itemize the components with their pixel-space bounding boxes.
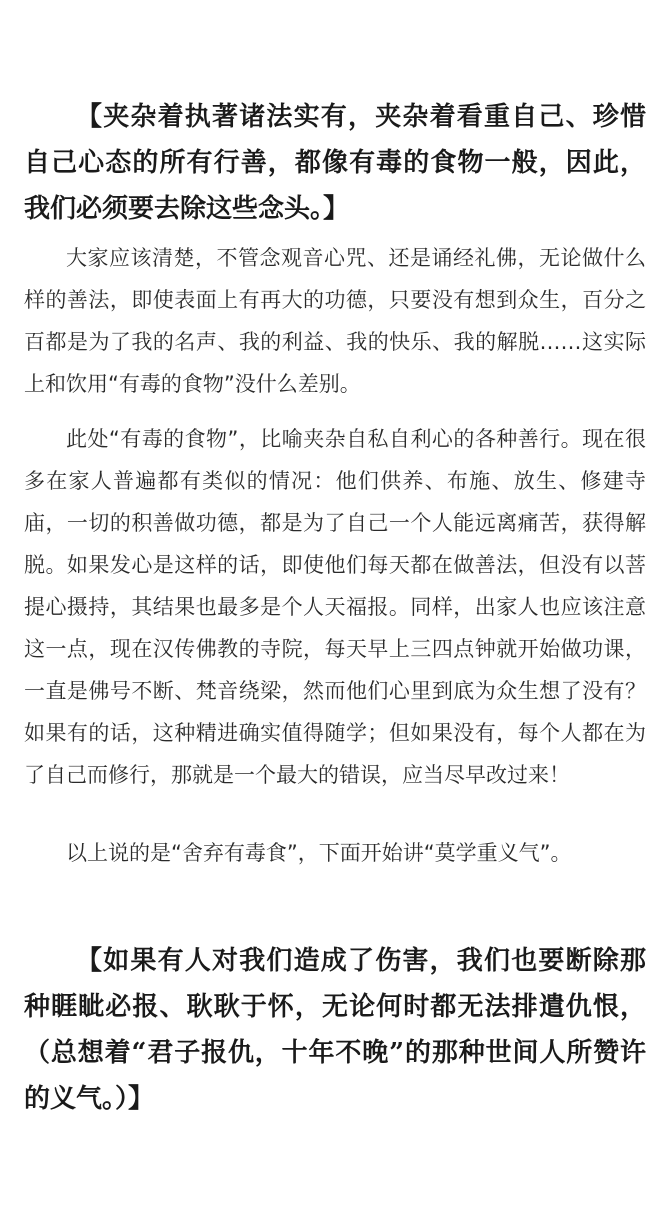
transition-paragraph: 以上说的是“舍弃有毒食”，下面开始讲“莫学重义气”。 — [66, 841, 572, 865]
commentary-paragraph: 此处“有毒的食物”，比喻夹杂自私自利心的各种善行。现在很多在家人普遍都有类似的情况：他们供养、布施、放生、修建寺庙，一切的积善做功德，都是为了自己一个人能远离痛苦，获得解脱。如果发心是这样的话，即使他们每天都在做善法，但没有以菩提心摄持，其结果也最多是个人天福报。同样，出家人也应该注意这一点，现在汉传佛教的寺院，每天早上三四点钟就开始做功课，一直是佛号不断、梵音绕梁，然而他们心里到底为众生想了没有？如果有的话，这种精进确实值得随学；但如果没有，每个人都在为了自己而修行，那就是一个最大的错误，应当尽早改过来！ — [24, 427, 646, 787]
root-verse-poisonous-food: 【夹杂着执著诸法实有，夹杂着看重自己、珍惜自己心态的所有行善，都像有毒的食物一般，因此，我们必须要去除这些念头。】 — [24, 102, 646, 224]
commentary-paragraph: 大家应该清楚，不管念观音心咒、还是诵经礼佛，无论做什么样的善法，即使表面上有再大的功德，只要没有想到众生，百分之百都是为了我的名声、我的利益、我的快乐、我的解脱……这实际上和饮用“有毒的食物”没什么差别。 — [24, 246, 646, 396]
root-verse-righteous-revenge: 【如果有人对我们造成了伤害，我们也要断除那种睚眦必报、耿耿于怀，无论何时都无法排遣仇恨，（总想着“君子报仇，十年不晚”的那种世间人所赞许的义气。）】 — [24, 946, 646, 1114]
